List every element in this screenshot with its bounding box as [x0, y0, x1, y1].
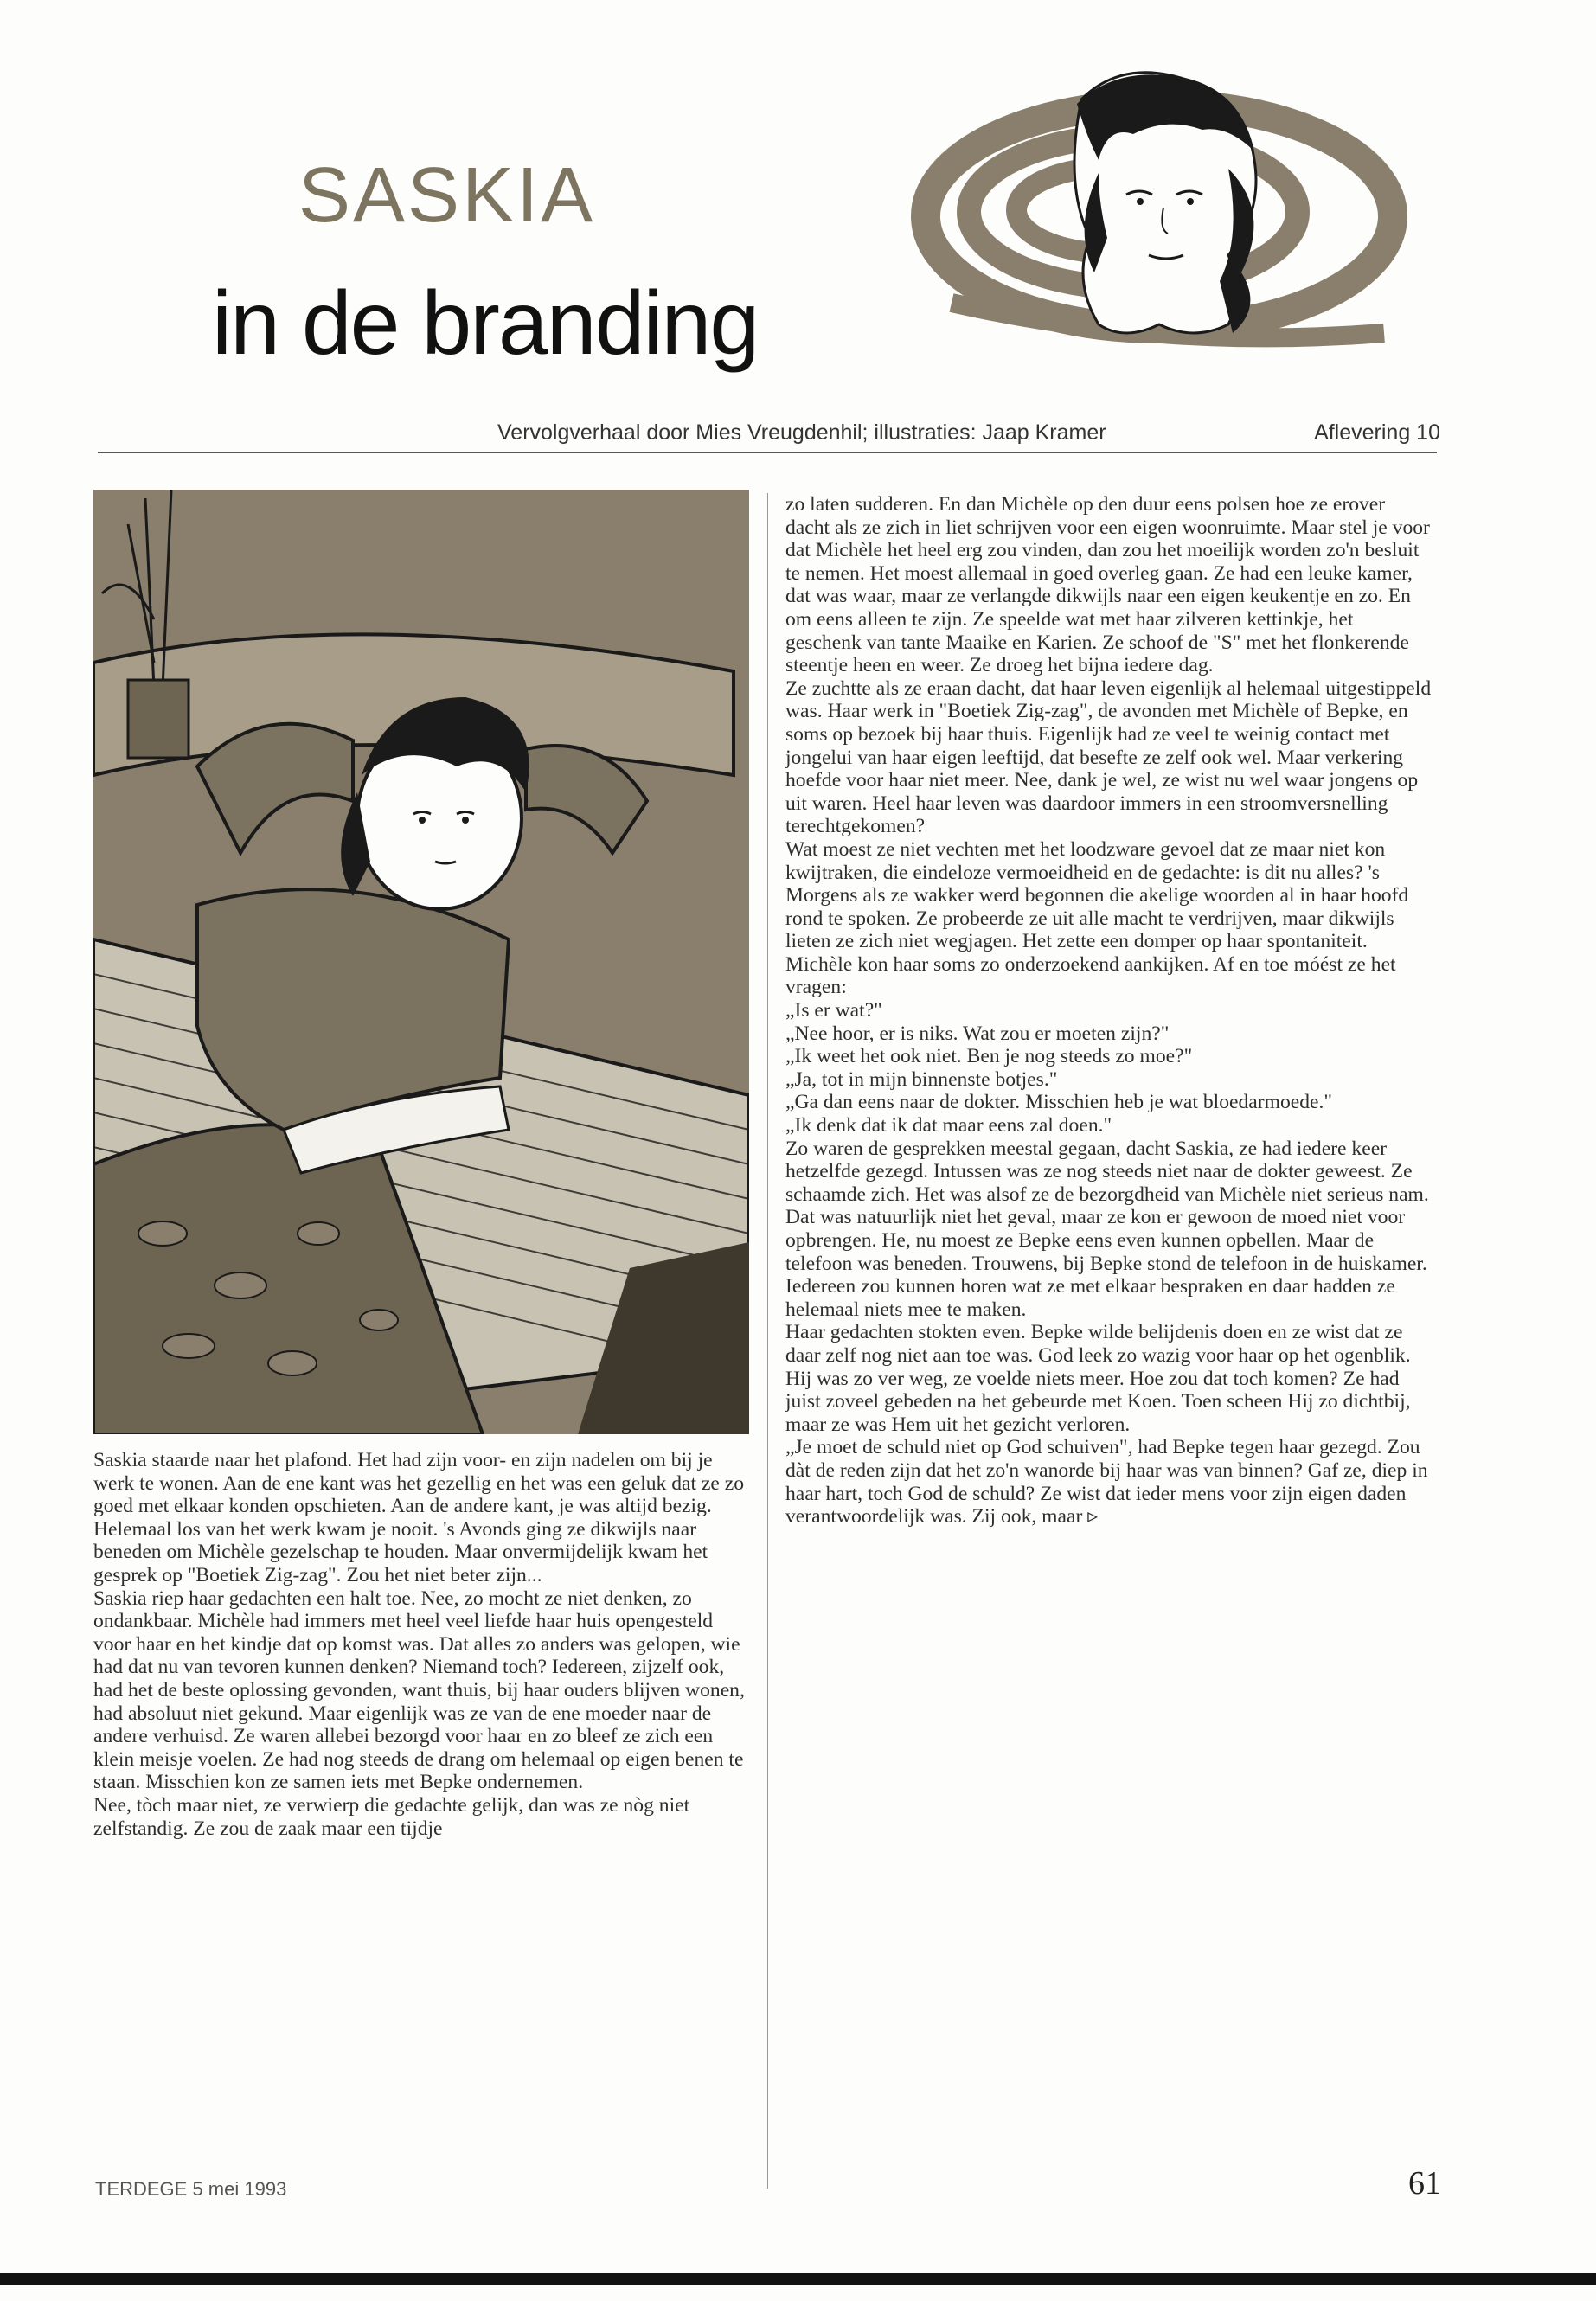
page-number: 61	[1408, 2165, 1441, 2202]
paragraph: Haar gedachten stokten even. Bepke wilde belijdenis doen en ze wist dat ze daar zelf nog niet aan toe was. God leek zo wazig voor haar op het ogenblik. Hij was zo ver weg, ze voelde niets meer. Hoe zou dat toch komen? Ze had juist zoveel gebeden na het gebeurde met Koen. Toen scheen Hij zo dichtbij, maar ze was Hem uit het gezicht verloren.	[785, 1321, 1411, 1436]
title-saskia: SASKIA	[298, 152, 596, 239]
dialogue-line: „Ja, tot in mijn binnenste botjes."	[785, 1067, 1058, 1091]
column-divider	[767, 493, 768, 2189]
title-subtitle: in de branding	[212, 273, 759, 374]
paragraph: Wat moest ze niet vechten met het loodzware gevoel dat ze maar niet kon kwijtraken, die eindeloze vermoeidheid en de gedachte: is dit nu alles? 's Morgens als ze wakker werd begonnen die akelige woorden al in haar hoofd rond te spoken. Ze probeerde ze uit alle macht te verdrijven, maar dikwijls lieten ze zich niet wegjagen. Het zette een domper op haar spontaniteit. Michèle kon haar soms zo onderzoekend aankijken. Af en toe móést ze het vragen:	[785, 837, 1409, 999]
paragraph	[93, 1449, 751, 1587]
dialogue-line: „Ik weet het ook niet. Ben je nog steeds zo moe?"	[785, 1045, 1193, 1068]
scan-edge-bar	[0, 2273, 1596, 2285]
byline-credits: Vervolgverhaal door Mies Vreugdenhil; illustraties: Jaap Kramer	[497, 420, 1106, 445]
dialogue-line: „Ga dan eens naar de dokter. Misschien heb je wat bloedarmoede."	[785, 1091, 1333, 1114]
paragraph: Saskia riep haar gedachten een halt toe. Nee, zo mocht ze niet denken, zo ondankbaar. Michèle had immers met heel veel liefde haar huis opengesteld voor haar en het kindje dat op komst was. Dat alles zo anders was gelopen, wie had dat nu van tevoren kunnen denken? Niemand toch? Iedereen, zijzelf ook, had het de beste oplossing gevonden, want thuis, bij haar ouders blijven wonen, had absoluut niet gekund. Maar eigenlijk was ze van de ene moeder naar de andere verhuisd. Ze waren allebei bezorgd voor haar en zo bleef ze zich een klein meisje voelen. Ze had nog steeds de drang om helemaal op eigen benen te staan. Misschien kon ze samen iets met Bepke ondernemen.	[93, 1586, 745, 1794]
publication-footer: TERDEGE 5 mei 1993	[95, 2178, 287, 2200]
paragraph: Nee, tòch maar niet, ze verwierp die gedachte gelijk, dan was ze nòg niet zelfstandig. Ze zou de zaak maar een tijdje	[93, 1793, 690, 1840]
byline	[497, 420, 1440, 445]
article-column-left	[93, 1449, 751, 1840]
dialogue-line: „Is er wat?"	[785, 999, 882, 1022]
article-column-right	[785, 493, 1434, 1529]
header-divider	[98, 452, 1437, 453]
portrait-face	[1074, 73, 1256, 333]
paragraph: „Je moet de schuld niet op God schuiven", had Bepke tegen haar gezegd. Zou dàt de reden zijn dat het zo'n wanorde bij haar was van binnen? Gaf ze, diep in haar hart, toch God de schuld? Ze wist dat ieder mens voor zijn eigen daden verantwoordelijk was. Zij ook, maar ▹	[785, 1436, 1428, 1529]
episode-label: Aflevering 10	[1314, 420, 1440, 445]
paragraph: Zo waren de gesprekken meestal gegaan, dacht Saskia, ze had iedere keer hetzelfde gezegd. Intussen was ze nog steeds niet naar de dokter geweest. Ze schaamde zich. Het was alsof ze de bezorgdheid van Michèle niet serieus nam. Dat was natuurlijk niet het geval, maar ze kon er gewoon de moed niet voor opbrengen. He, nu moest ze Bepke eens even kunnen opbellen. Maar de telefoon was beneden. Trouwens, bij Bepke stond de telefoon in de huiskamer. Iedereen zou kunnen horen wat ze met elkaar bespraken en daar hadden ze helemaal niets mee te maken.	[785, 1137, 1429, 1321]
paragraph-text: Saskia staarde naar het plafond. Het had zijn voor- en zijn nadelen om bij je werk te wonen. Aan de ene kant was het gezellig en het was een geluk dat ze zo goed met elkaar konden opschieten. Aan de andere kant, je was altijd bezig. Helemaal los van het werk kwam je nooit. 's Avonds ging ze dikwijls naar beneden om Michèle gezelschap te houden. Maar onvermijdelijk kwam het gesprek op "Boetiek Zig-zag". Zou het niet beter zijn...	[93, 1449, 745, 1586]
dialogue-line: „Nee hoor, er is niks. Wat zou er moeten zijn?"	[785, 1022, 1170, 1045]
dialogue-line: „Ik denk dat ik dat maar eens zal doen."	[785, 1114, 1112, 1138]
illustration-saskia-on-bed	[93, 490, 749, 1434]
paragraph: zo laten sudderen. En dan Michèle op den duur eens polsen hoe ze erover dacht als ze zich in liet schrijven voor een eigen woonruimte. Maar stel je voor dat Michèle het heel erg zou vinden, dan zou het moeilijk worden zo'n besluit te nemen. Het moest allemaal in goed overleg gaan. Ze had een leuke kamer, dat was waar, maar ze verlangde dikwijls naar een eigen keukentje en zo. En om eens alleen te zijn. Ze speelde wat met haar zilveren kettinkje, het geschenk van tante Maaike en Karien. Ze schoof de "S" met het flonkerende steentje heen en weer. Ze droeg het bijna iedere dag.	[785, 493, 1430, 677]
header-portrait-logo	[900, 65, 1419, 359]
paragraph: Ze zuchtte als ze eraan dacht, dat haar leven eigenlijk al helemaal uitgestippeld was. Haar werk in "Boetiek Zig-zag", de avonden met Michèle of Bepke, en soms op bezoek bij haar thuis. Eigenlijk had ze veel te weinig contact met jongelui van haar eigen leeftijd, dat besefte ze zelf ook wel. Maar verkering hoefde voor haar niet meer. Nee, dank je wel, ze wist nu wel waar jongens op uit waren. Heel haar leven was daardoor immers in een stroomversnelling terechtgekomen?	[785, 676, 1432, 838]
